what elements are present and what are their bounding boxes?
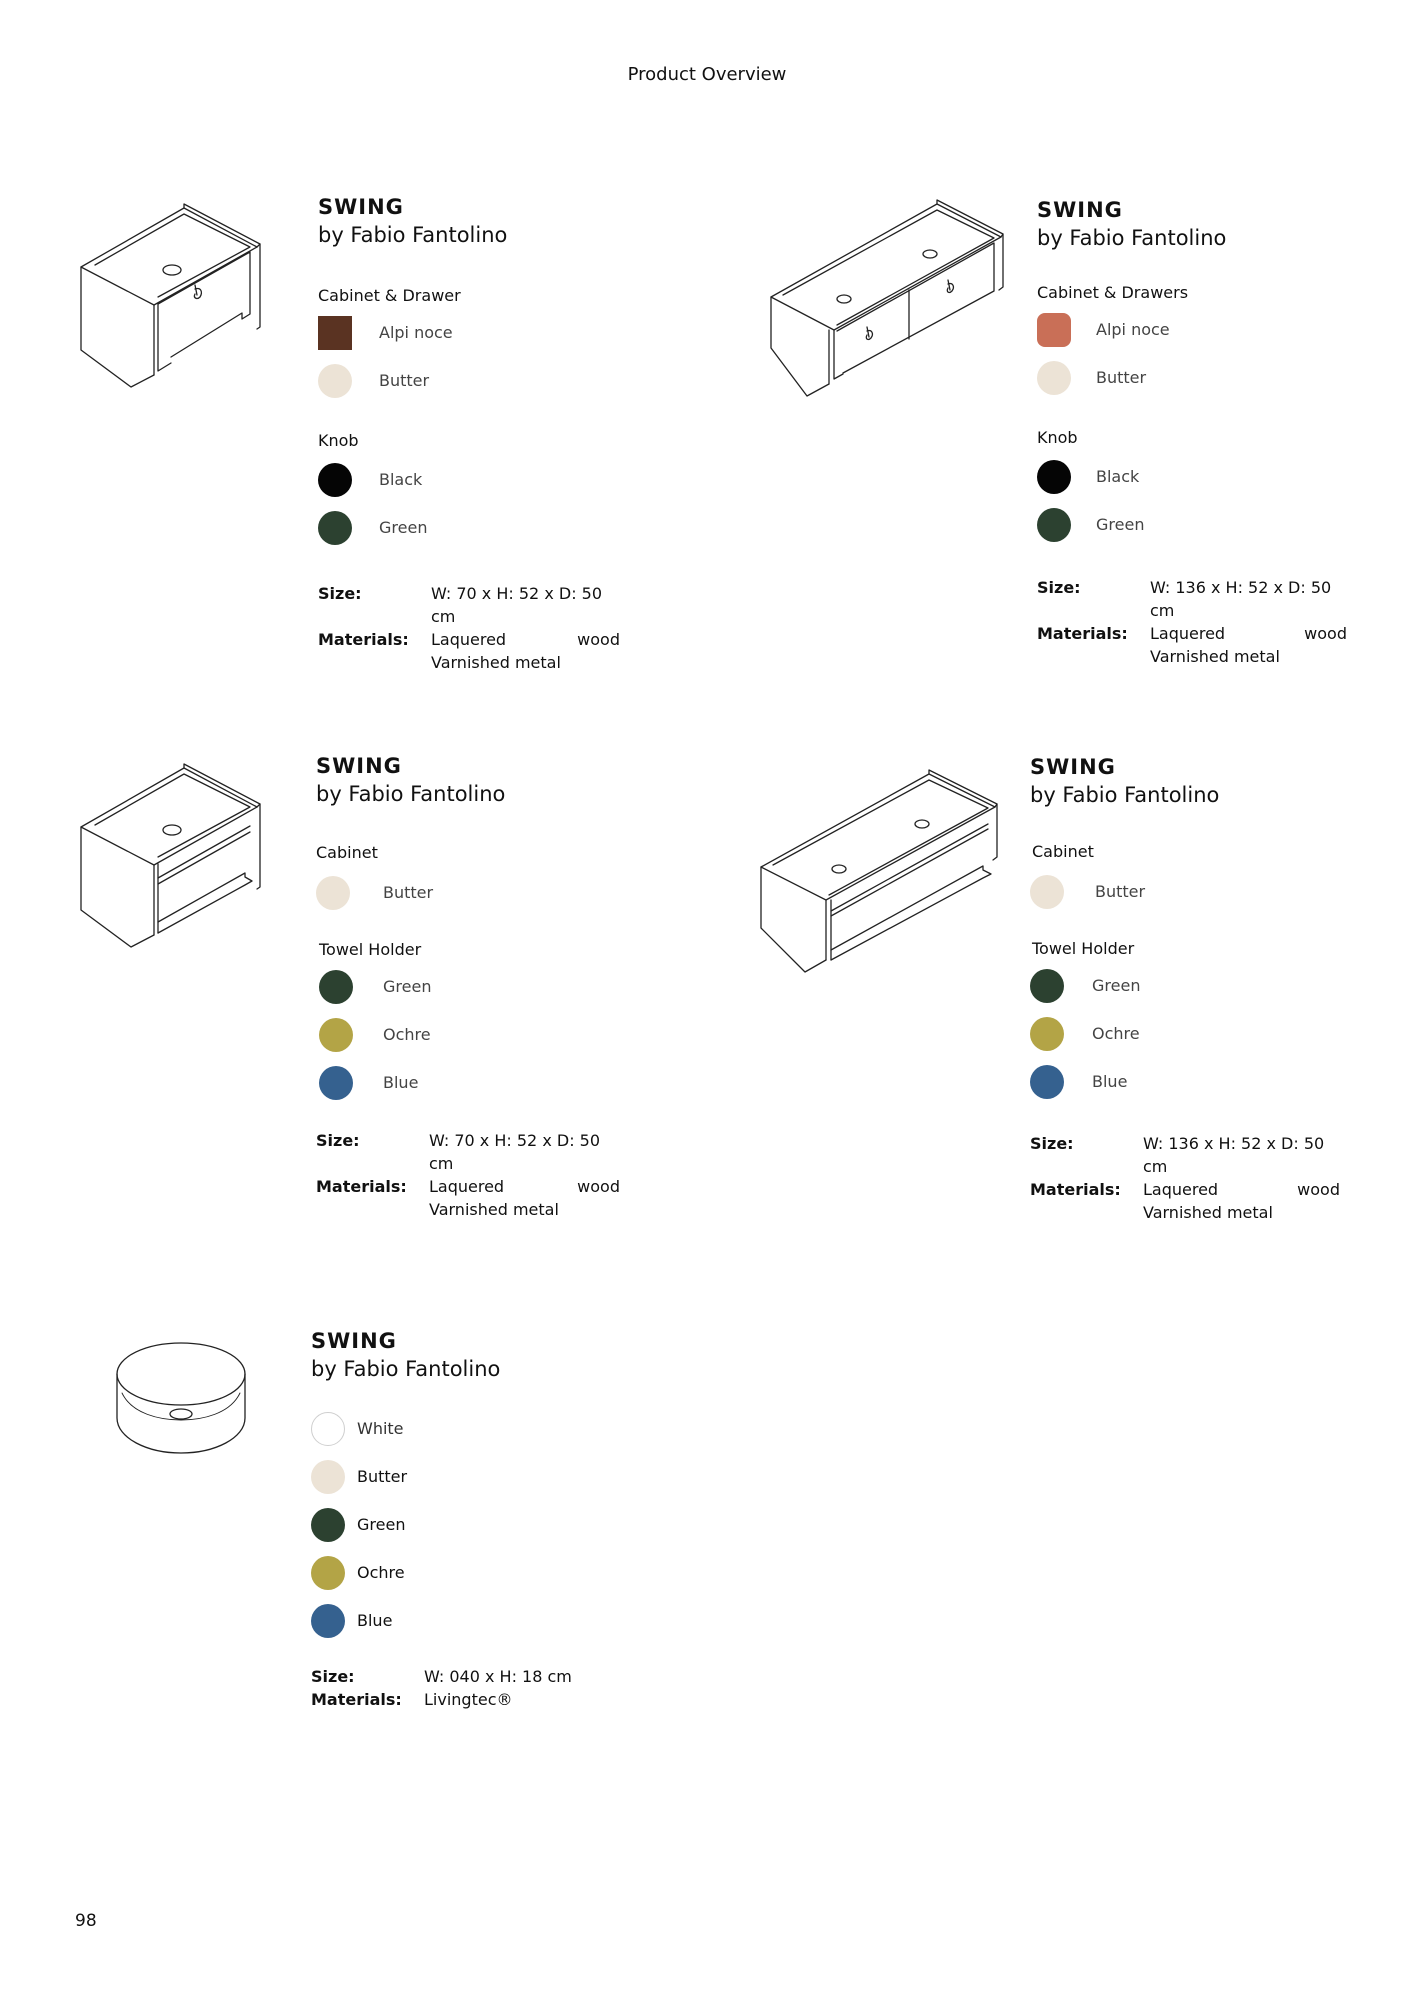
page-number: 98 [75, 1911, 97, 1931]
color-option[interactable] [316, 1011, 620, 1059]
color-swatch [319, 970, 353, 1004]
size-label: Size: [318, 584, 362, 603]
double-towel-holder-cabinet-icon [755, 768, 1000, 978]
color-label: Green [357, 1515, 406, 1534]
materials-value: Laquered [1143, 1180, 1219, 1199]
color-swatch [1037, 460, 1071, 494]
color-label: Butter [357, 1467, 408, 1486]
finish-group-label: Knob [1037, 428, 1078, 447]
color-label: White [357, 1419, 404, 1438]
color-label: Blue [383, 1073, 419, 1092]
color-swatch [311, 1412, 345, 1446]
color-swatch [1037, 508, 1071, 542]
materials-value: Livingtec® [424, 1690, 513, 1709]
materials-value: Varnished metal [1150, 647, 1280, 666]
color-swatch [318, 316, 352, 350]
color-swatch [1030, 969, 1064, 1003]
materials-label: Materials: [1030, 1180, 1121, 1199]
finish-group-label: Cabinet [1032, 842, 1094, 861]
color-option[interactable] [316, 869, 620, 917]
color-label: Ochre [357, 1563, 405, 1582]
color-swatch [1030, 875, 1064, 909]
materials-value: Laquered [1150, 624, 1226, 643]
color-swatch [311, 1556, 345, 1590]
size-label: Size: [316, 1131, 360, 1150]
size-value: W: 040 x H: 18 cm [424, 1667, 572, 1686]
color-option[interactable] [311, 1549, 621, 1597]
color-label: Blue [1092, 1072, 1128, 1091]
finish-group-label: Towel Holder [319, 940, 422, 959]
size-label: Size: [1037, 578, 1081, 597]
materials-value: wood [1297, 1180, 1340, 1199]
color-swatch [1030, 1065, 1064, 1099]
color-label: Ochre [383, 1025, 431, 1044]
product-title: SWING [311, 1329, 397, 1353]
color-option[interactable] [318, 456, 620, 504]
color-option[interactable] [1030, 868, 1340, 916]
size-label: Size: [1030, 1134, 1074, 1153]
color-option[interactable] [318, 309, 620, 357]
size-value: W: 70 x H: 52 x D: 50 cm [429, 1131, 601, 1173]
materials-value: Laquered [431, 630, 507, 649]
product-designer: by Fabio Fantolino [1030, 783, 1220, 807]
finish-group-label: Cabinet [316, 843, 378, 862]
materials-label: Materials: [1037, 624, 1128, 643]
color-option[interactable] [316, 963, 620, 1011]
color-option[interactable] [318, 357, 620, 405]
color-option[interactable] [1030, 1010, 1340, 1058]
color-option[interactable] [1037, 453, 1347, 501]
product-designer: by Fabio Fantolino [316, 782, 506, 806]
materials-value: Varnished metal [1143, 1203, 1273, 1222]
round-basin-icon [112, 1338, 252, 1458]
color-option[interactable] [1030, 962, 1340, 1010]
size-value: W: 136 x H: 52 x D: 50 cm [1143, 1134, 1325, 1176]
color-swatch [1037, 361, 1071, 395]
product-specs [318, 582, 620, 674]
color-option[interactable] [311, 1405, 621, 1453]
color-swatch [318, 364, 352, 398]
product-specs [1037, 576, 1347, 668]
product-title: SWING [318, 195, 404, 219]
finish-group-label: Towel Holder [1032, 939, 1135, 958]
product-specs [316, 1129, 620, 1221]
product-designer: by Fabio Fantolino [318, 223, 508, 247]
color-option[interactable] [1037, 501, 1347, 549]
color-swatch [1030, 1017, 1064, 1051]
color-option[interactable] [316, 1059, 620, 1107]
color-label: Alpi noce [379, 323, 453, 342]
product-specs [311, 1665, 621, 1711]
finish-group-label: Cabinet & Drawer [318, 286, 461, 305]
color-label: Butter [1096, 368, 1147, 387]
product-info [1037, 196, 1347, 668]
color-swatch [311, 1508, 345, 1542]
color-label: Black [379, 470, 423, 489]
finish-group-label: Cabinet & Drawers [1037, 283, 1189, 302]
materials-value: Varnished metal [429, 1200, 559, 1219]
color-option[interactable] [311, 1501, 621, 1549]
color-swatch [318, 511, 352, 545]
color-option[interactable] [318, 504, 620, 552]
size-value: W: 70 x H: 52 x D: 50 cm [431, 584, 603, 626]
color-label: Green [1092, 976, 1141, 995]
single-drawer-cabinet-icon [75, 200, 265, 400]
materials-value: wood [1304, 624, 1347, 643]
color-label: Butter [383, 883, 434, 902]
color-label: Green [1096, 515, 1145, 534]
color-swatch [318, 463, 352, 497]
materials-label: Materials: [311, 1690, 402, 1709]
color-option[interactable] [1037, 306, 1347, 354]
product-title: SWING [1030, 755, 1116, 779]
color-swatch [316, 876, 350, 910]
color-swatch [319, 1066, 353, 1100]
page-header: Product Overview [627, 64, 787, 85]
color-swatch [319, 1018, 353, 1052]
finish-group-label: Knob [318, 431, 359, 450]
color-option[interactable] [311, 1453, 621, 1501]
color-label: Black [1096, 467, 1140, 486]
size-label: Size: [311, 1667, 355, 1686]
product-info [318, 193, 620, 674]
materials-label: Materials: [316, 1177, 407, 1196]
color-label: Ochre [1092, 1024, 1140, 1043]
product-title: SWING [1037, 198, 1123, 222]
product-specs [1030, 1132, 1340, 1224]
color-label: Alpi noce [1096, 320, 1170, 339]
color-label: Butter [379, 371, 430, 390]
color-swatch [311, 1460, 345, 1494]
materials-value: wood [577, 630, 620, 649]
product-designer: by Fabio Fantolino [1037, 226, 1227, 250]
materials-value: Varnished metal [431, 653, 561, 672]
product-title: SWING [316, 754, 402, 778]
color-swatch [311, 1604, 345, 1638]
color-option[interactable] [1030, 1058, 1340, 1106]
product-info [316, 752, 620, 1221]
materials-value: Laquered [429, 1177, 505, 1196]
color-label: Green [379, 518, 428, 537]
size-value: W: 136 x H: 52 x D: 50 cm [1150, 578, 1332, 620]
color-option[interactable] [311, 1597, 621, 1645]
product-designer: by Fabio Fantolino [311, 1357, 501, 1381]
color-swatch [1037, 313, 1071, 347]
materials-value: wood [577, 1177, 620, 1196]
color-label: Blue [357, 1611, 393, 1630]
materials-label: Materials: [318, 630, 409, 649]
single-towel-holder-cabinet-icon [75, 760, 265, 960]
product-info [1030, 753, 1340, 1224]
product-info [311, 1327, 621, 1711]
color-option[interactable] [1037, 354, 1347, 402]
color-label: Butter [1095, 882, 1146, 901]
double-drawer-cabinet-icon [765, 198, 1005, 403]
color-label: Green [383, 977, 432, 996]
